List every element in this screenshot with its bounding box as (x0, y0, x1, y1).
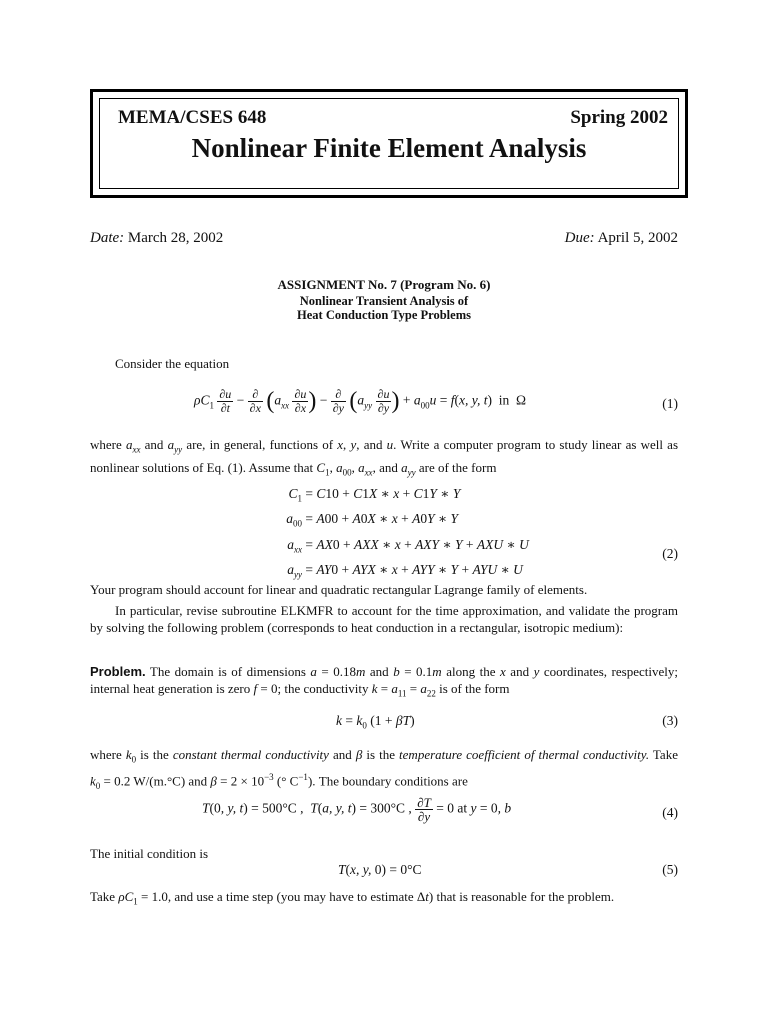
equation-5-number: (5) (662, 862, 678, 877)
due-value: April 5, 2002 (597, 230, 678, 246)
course-title: Nonlinear Finite Element Analysis (191, 133, 587, 163)
program-paragraph: Your program should account for linear and quadratic rectangular Lagrange family of elements. (90, 582, 588, 597)
conductivity-paragraph: where $k_0$ is the constant thermal conductivity and β is the temperature coefficient of thermal conductivity. Take $k_0 = 0.2$ W/(m.°C) and $\beta = 2 \times 10^{-3}$ (° $C^{-1}$). The boundary conditions are (90, 747, 678, 791)
problem-paragraph: Problem. The domain is of dimensions a = 0.18m and b = 0.1m along the x and y coordinates, respectively; internal heat generation is zero f = 0; the conductivity $k = a_{11} = a_{22}$ is of the form (90, 664, 678, 699)
equation-3-number: (3) (662, 713, 678, 728)
equation-2-line-1: $C_1 = C10 + C1X$ ∗ x + C1Y ∗ Y (288, 486, 461, 504)
initial-paragraph: The initial condition is (90, 846, 209, 861)
equation-5-body: T(x, y, 0) = 0°C (338, 862, 422, 877)
term: Spring 2002 (570, 107, 668, 128)
date-label: Date: (90, 230, 125, 246)
equation-2 (90, 546, 678, 564)
equation-5 (90, 862, 678, 880)
equation-2-line-2: $a_{00} = A00 + A0X$ ∗ x + A0Y ∗ Y (286, 511, 459, 530)
equation-1-number: (1) (662, 396, 678, 411)
consider-text: Consider the equation (115, 356, 230, 371)
date-line (90, 230, 223, 247)
equation-1-body: $\rho C_1$ $\frac{\partial u}{\partial t}$ − $\frac{\partial}{\partial x}$ ($a_{xx}$ $\frac{\partial u}{\partial x}$ ) − $\frac{\partial}{\partial y}$ ($a_{yy}$ $\frac{\partial u}{\partial y}$ ) + $a_{00}u = f(x$, y, t) in Ω (194, 387, 526, 415)
problem-label: Problem. (90, 664, 146, 679)
course-code: MEMA/CSES 648 (118, 107, 267, 128)
equation-2-line-4: $a_{yy} = AY0$ + AYX ∗ x + AYY ∗ Y + AYU ∗ U (287, 562, 523, 580)
assignment-subtitle-2: Heat Conduction Type Problems (297, 308, 471, 322)
equation-4-number: (4) (662, 805, 678, 820)
equation-3-body: $k = k_0$ (1 + βT) (336, 713, 415, 731)
take-paragraph: Take $\rho C_1 = 1.0$, and use a time step (you may have to estimate Δt) that is reasonable for the problem. (90, 889, 615, 907)
due-line (565, 230, 678, 247)
equation-2-system (240, 484, 529, 586)
date-value: March 28, 2002 (127, 230, 224, 246)
equation-2-number: (2) (662, 546, 678, 561)
equation-3 (90, 713, 678, 731)
particular-paragraph: In particular, revise subroutine ELKMFR to account for the time approximation, and validate the program by solving the following problem (corresponds to heat conduction in a rectangular, isotropic medium): (90, 603, 678, 635)
equation-4 (90, 796, 678, 832)
header-box (90, 89, 688, 198)
where-paragraph: where $a_{xx}$ and $a_{yy}$ are, in general, functions of x, y, and u. Write a computer program to study linear as well as nonlinear solutions of Eq. (1). Assume that $C_1$, $a_{00}$, $a_{xx}$, and $a_{yy}$ are of the form (90, 437, 679, 478)
equation-2-line-3: $a_{xx} = AX0$ + AXX ∗ x + AXY ∗ Y + AXU ∗ U (287, 536, 529, 555)
assignment-subtitle-1: Nonlinear Transient Analysis of (299, 294, 469, 308)
header-inner-box (99, 98, 679, 189)
equation-4-body: T(0, y, t) = 500°C , T(a, y, t) = 300°C , $\frac{\partial T}{\partial y}$ = 0 at y = 0, b (202, 795, 512, 824)
assignment-number: ASSIGNMENT No. 7 (Program No. 6) (277, 277, 491, 292)
due-label: Due: (564, 230, 595, 246)
equation-1 (90, 388, 678, 422)
